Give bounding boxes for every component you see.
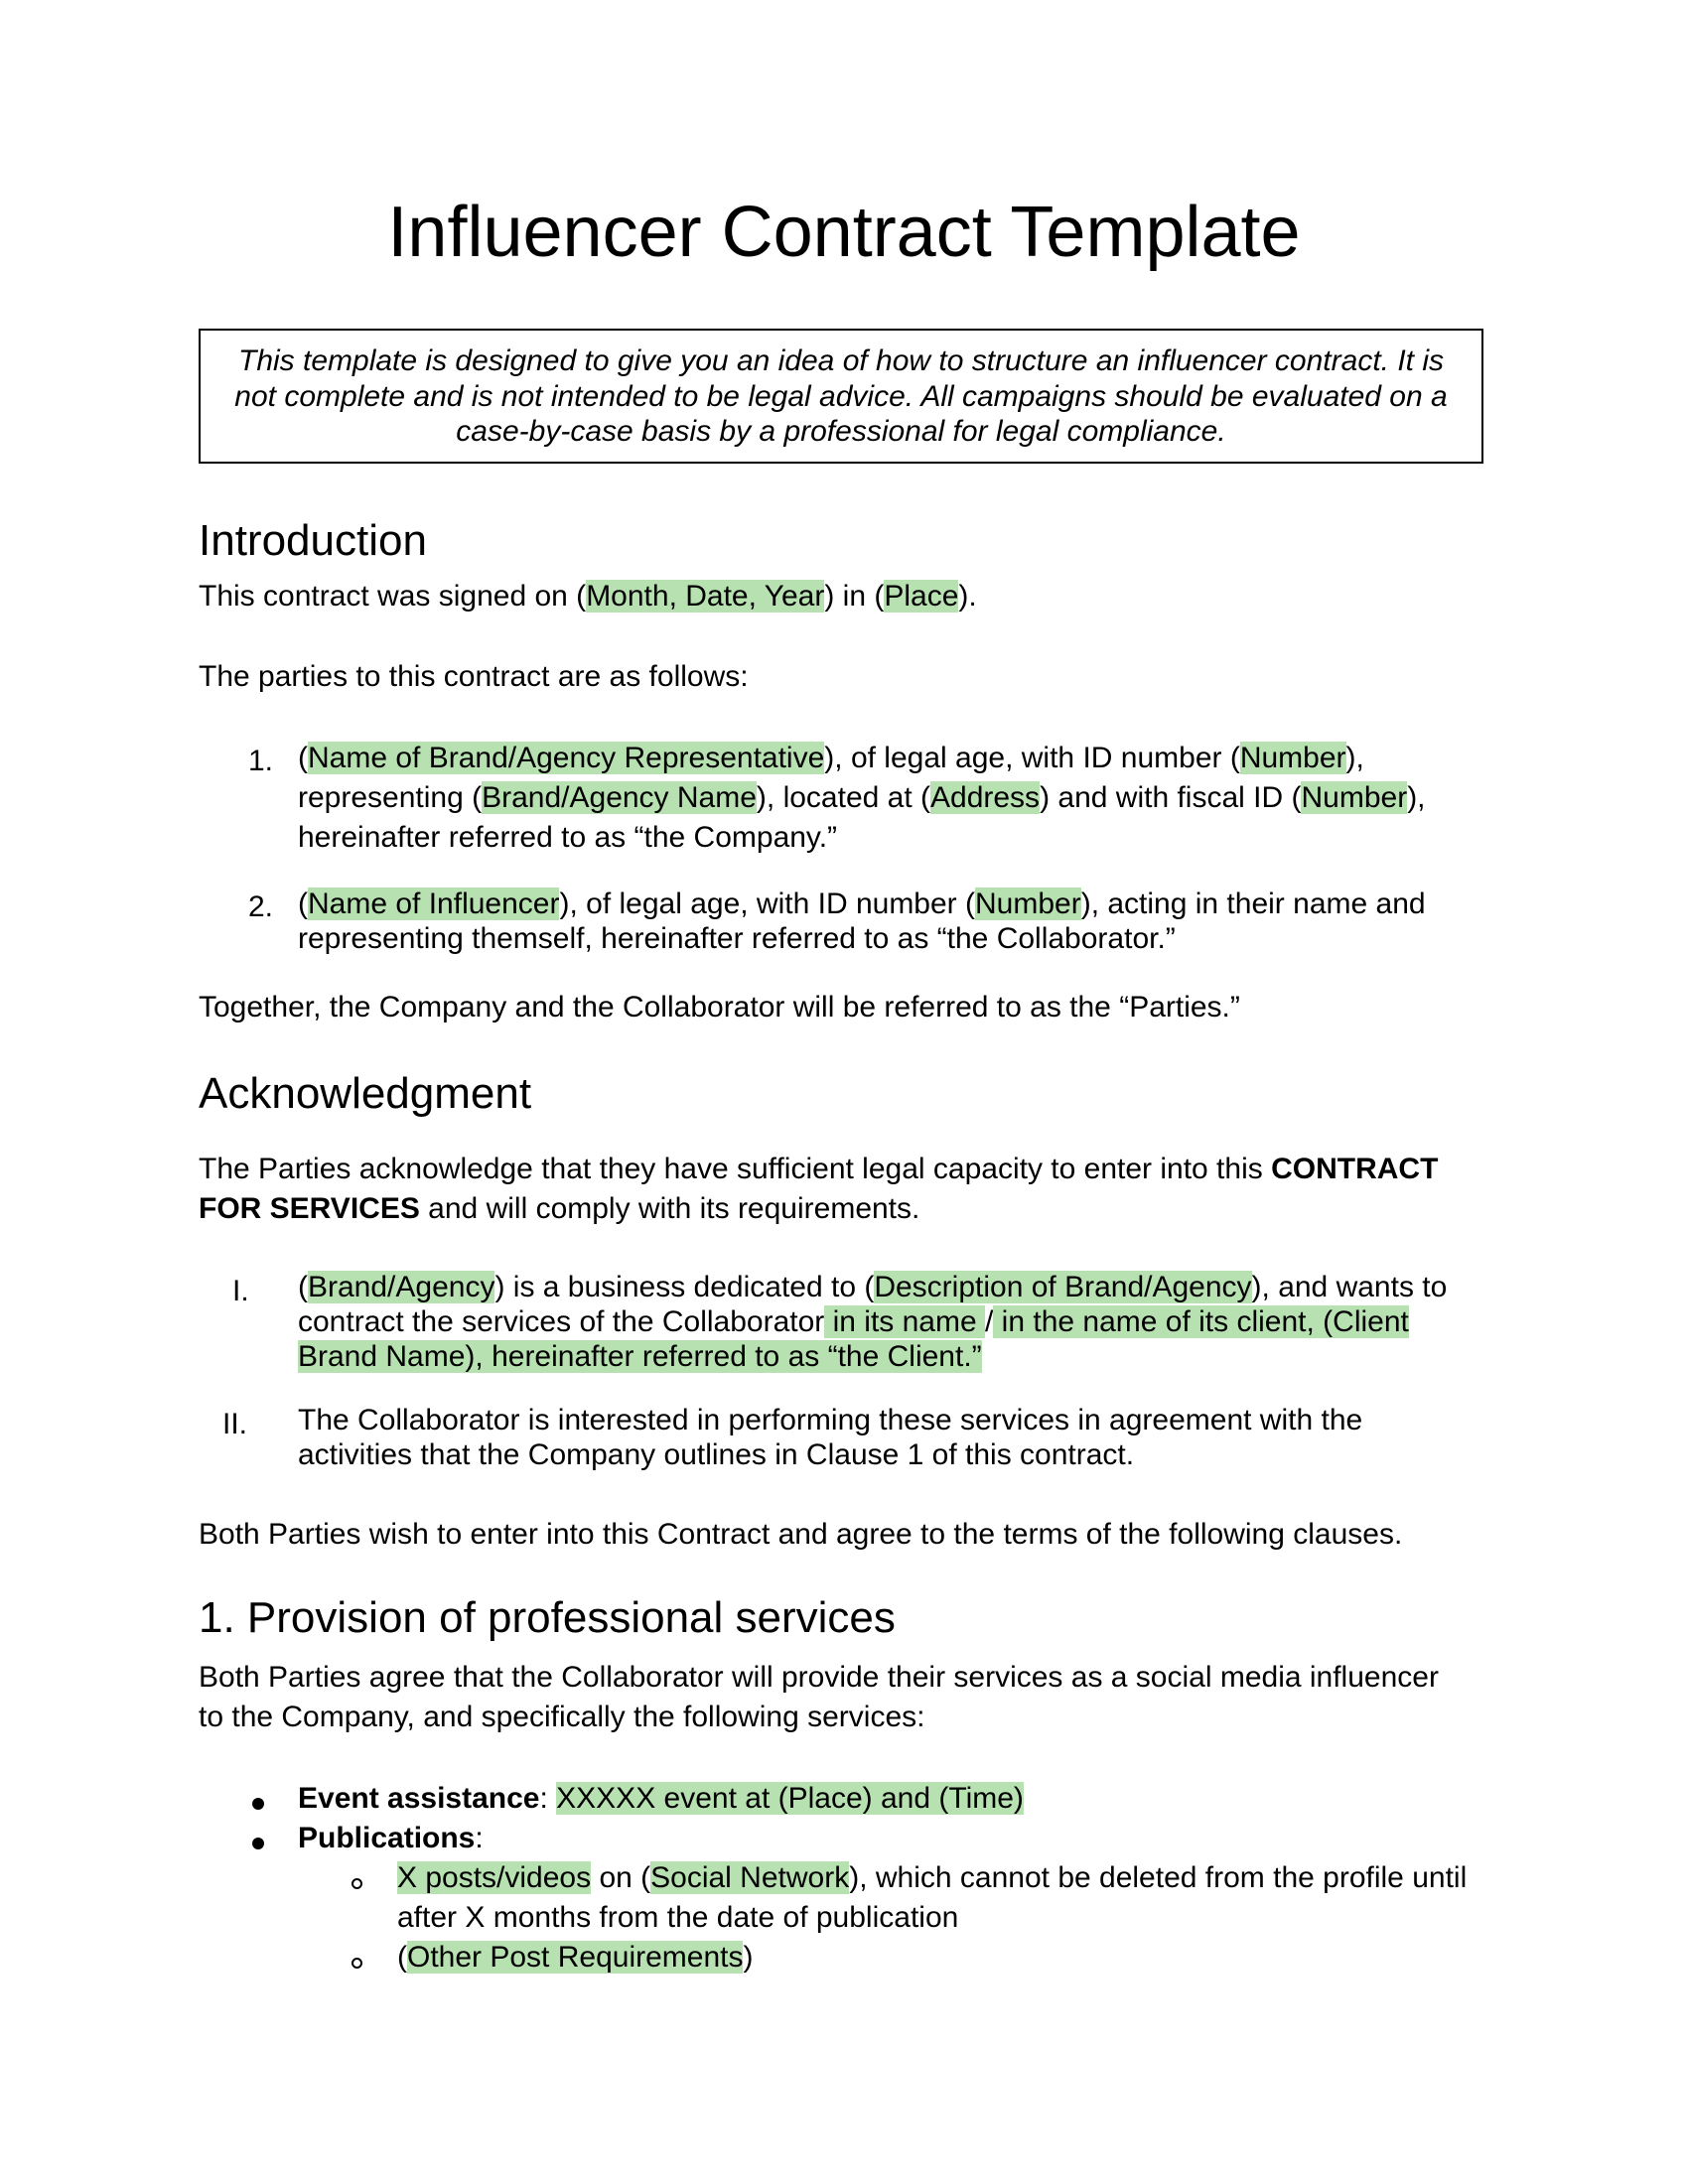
parties-definition: Together, the Company and the Collaborator will be referred to as the “Parties.” (199, 991, 1240, 1024)
ack-paragraph-line: FOR SERVICES and will comply with its requirements. (199, 1192, 920, 1225)
service-item-publications: Publications: (298, 1822, 484, 1854)
sub-bullet-icon (352, 1958, 362, 1969)
section-heading-provision: 1. Provision of professional services (199, 1593, 896, 1642)
page-title: Influencer Contract Template (387, 193, 1301, 272)
service-item-event: Event assistance: XXXXX event at (Place) and (Time) (298, 1782, 1024, 1815)
provision-paragraph-line: to the Company, and specifically the following services: (199, 1701, 925, 1733)
placeholder-option-own-name: in its name (824, 1305, 985, 1338)
party-item-collaborator: (Name of Influencer), of legal age, with ID number (Number), acting in their name and representing themself, hereinafter referred to as “the Collaborator.” (298, 887, 1426, 955)
disclaimer-line: not complete and is not intended to be legal advice. All campaigns should be evaluated on a (234, 379, 1448, 413)
party-item-company: (Name of Brand/Agency Representative), of legal age, with ID number (Number), representing (Brand/Agency Name), located at (Address) and with fiscal ID (Number), hereinafter referred to as “the Company.” (298, 742, 1426, 854)
placeholder-brand-name: Brand/Agency Name (482, 781, 757, 814)
placeholder-address: Address (930, 781, 1041, 814)
list-roman-numeral: I. (232, 1275, 249, 1307)
publication-requirement-other: (Other Post Requirements) (397, 1941, 754, 1974)
parties-intro: The parties to this contract are as follows: (199, 660, 749, 693)
placeholder-other-requirements: Other Post Requirements (407, 1941, 744, 1974)
placeholder-social-network: Social Network (650, 1861, 850, 1894)
placeholder-option-client: in the name of its client, (Client (993, 1305, 1409, 1338)
ack-paragraph-line: The Parties acknowledge that they have sufficient legal capacity to enter into this CONTRACT (199, 1153, 1439, 1185)
signed-date-paragraph: This contract was signed on (Month, Date, Year) in (Place). (199, 580, 977, 613)
placeholder-place: Place (884, 580, 959, 613)
list-roman-numeral: II. (222, 1408, 248, 1440)
bullet-icon (252, 1798, 264, 1810)
placeholder-event-details: XXXXX event at (Place) and (Time) (556, 1782, 1024, 1815)
placeholder-id-number: Number (975, 887, 1081, 920)
list-number: 1. (248, 745, 274, 777)
placeholder-client-brand: Brand Name), hereinafter referred to as “the Client.” (298, 1340, 982, 1373)
section-heading-introduction: Introduction (199, 516, 427, 565)
placeholder-fiscal-id: Number (1301, 781, 1408, 814)
section-heading-acknowledgment: Acknowledgment (199, 1069, 532, 1118)
placeholder-post-count: X posts/videos (397, 1861, 592, 1894)
bullet-icon (252, 1838, 264, 1849)
agreement-statement: Both Parties wish to enter into this Contract and agree to the terms of the following clauses. (199, 1518, 1403, 1551)
list-number: 2. (248, 890, 274, 923)
disclaimer-line: case-by-case basis by a professional for legal compliance. (456, 415, 1226, 448)
disclaimer-line: This template is designed to give you an idea of how to structure an influencer contract. It is (238, 344, 1444, 377)
ack-item-collaborator: The Collaborator is interested in performing these services in agreement with the activities that the Company outlines in Clause 1 of this contract. (298, 1404, 1363, 1471)
provision-paragraph-line: Both Parties agree that the Collaborator will provide their services as a social media influencer (199, 1661, 1439, 1694)
placeholder-brand-description: Description of Brand/Agency (874, 1271, 1252, 1303)
placeholder-influencer-name: Name of Influencer (308, 887, 560, 920)
placeholder-representative: Name of Brand/Agency Representative (308, 742, 825, 774)
disclaimer-box (199, 329, 1483, 464)
ack-item-brand: (Brand/Agency) is a business dedicated to (Description of Brand/Agency), and wants to contract the services of the Collaborator in its name / in the name of its client, (Client Brand Name), hereinafter referred to as “the Client.” (298, 1271, 1448, 1373)
placeholder-brand-agency: Brand/Agency (308, 1271, 495, 1303)
placeholder-id-number: Number (1239, 742, 1346, 774)
publication-requirement-posts: X posts/videos on (Social Network), which cannot be deleted from the profile until after X months from the date of publication (397, 1861, 1468, 1934)
placeholder-date: Month, Date, Year (586, 580, 825, 613)
sub-bullet-icon (352, 1878, 362, 1889)
